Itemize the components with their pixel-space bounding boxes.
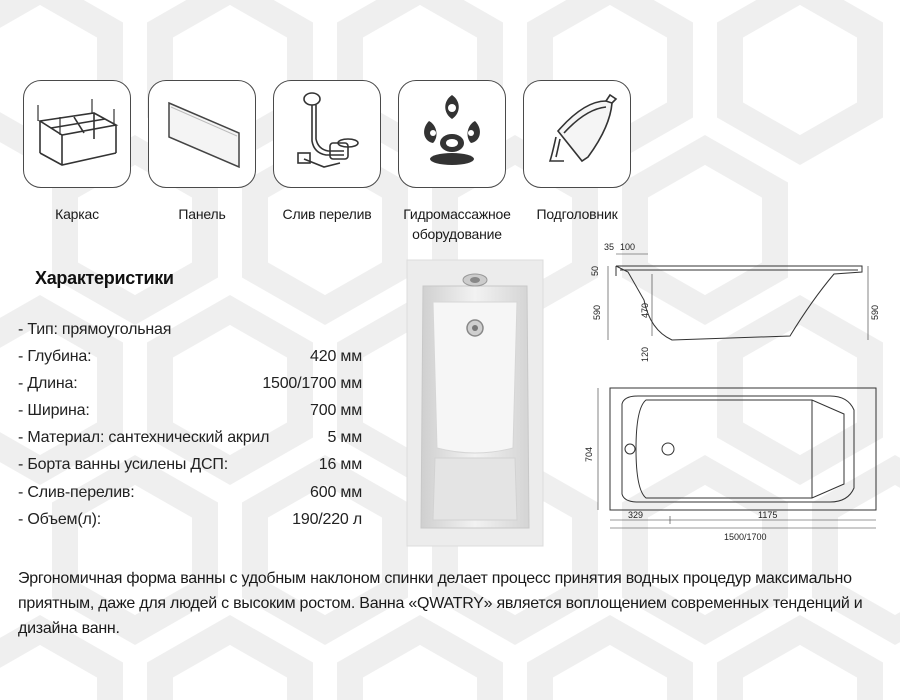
dim-1500-1700: 1500/1700: [724, 532, 767, 542]
dim-329: 329: [628, 510, 644, 520]
accessory-tile-panel[interactable]: [148, 80, 256, 188]
spec-label: - Тип: прямоугольная: [18, 321, 172, 338]
technical-drawing: [572, 240, 890, 548]
dim-1175: 1175: [758, 510, 778, 520]
spec-value: 16 мм: [318, 456, 362, 473]
dim-100: 100: [620, 242, 636, 252]
accessory-tile-frame[interactable]: [23, 80, 131, 188]
spec-row: [18, 371, 362, 397]
spec-row: [18, 344, 362, 370]
spec-value: 1500/1700 мм: [262, 375, 362, 392]
dim-120: 120: [640, 346, 650, 362]
frame-icon: [24, 81, 130, 187]
dim-590-left: 590: [592, 304, 602, 320]
spec-row: [18, 398, 362, 424]
product-description: Эргономичная форма ванны с удобным наклоном спинки делает процесс принятия водных процедур максимально приятным, даже для людей с высоким ростом. Ванна «QWATRY» является воплощением современных тенденций и дизайна ванн.: [18, 570, 863, 637]
spec-value: 5 мм: [327, 429, 362, 446]
dim-704: 704: [584, 446, 594, 462]
drain-overflow-icon: [274, 81, 380, 187]
spec-row: [18, 452, 362, 478]
accessory-label-hydromassage: Гидромассажное оборудование: [403, 206, 511, 242]
panel-icon: [149, 81, 255, 187]
spec-value: 600 мм: [310, 484, 362, 501]
spec-label: - Слив-перелив:: [18, 484, 135, 501]
accessory-label-frame: Каркас: [55, 206, 99, 222]
accessory-tile-headrest[interactable]: [523, 80, 631, 188]
hydromassage-icon: [399, 81, 505, 187]
accessory-label-headrest: Подголовник: [536, 206, 618, 222]
spec-label: - Глубина:: [18, 348, 92, 365]
accessory-label-drain: Слив перелив: [282, 206, 372, 222]
dim-470: 470: [640, 302, 650, 318]
spec-row: [18, 507, 362, 533]
specs-title: Характеристики: [35, 268, 174, 288]
dim-50: 50: [590, 265, 600, 276]
spec-row: [18, 425, 362, 451]
spec-value: 420 мм: [310, 348, 362, 365]
accessory-label-panel: Панель: [178, 206, 226, 222]
spec-label: - Борта ванны усилены ДСП:: [18, 456, 228, 473]
spec-label: - Ширина:: [18, 402, 90, 419]
headrest-icon: [524, 81, 630, 187]
spec-row: [18, 480, 362, 506]
bath-product-image: [405, 258, 545, 548]
accessory-tile-drain[interactable]: [273, 80, 381, 188]
accessory-tile-hydromassage[interactable]: [398, 80, 506, 188]
spec-value: 190/220 л: [292, 511, 362, 528]
spec-label: - Длина:: [18, 375, 78, 392]
spec-label: - Материал: сантехнический акрил: [18, 429, 270, 446]
spec-label: - Объем(л):: [18, 511, 101, 528]
dim-590-right: 590: [870, 304, 880, 320]
spec-row: [18, 317, 362, 343]
dim-35: 35: [604, 242, 615, 252]
spec-value: 700 мм: [310, 402, 362, 419]
